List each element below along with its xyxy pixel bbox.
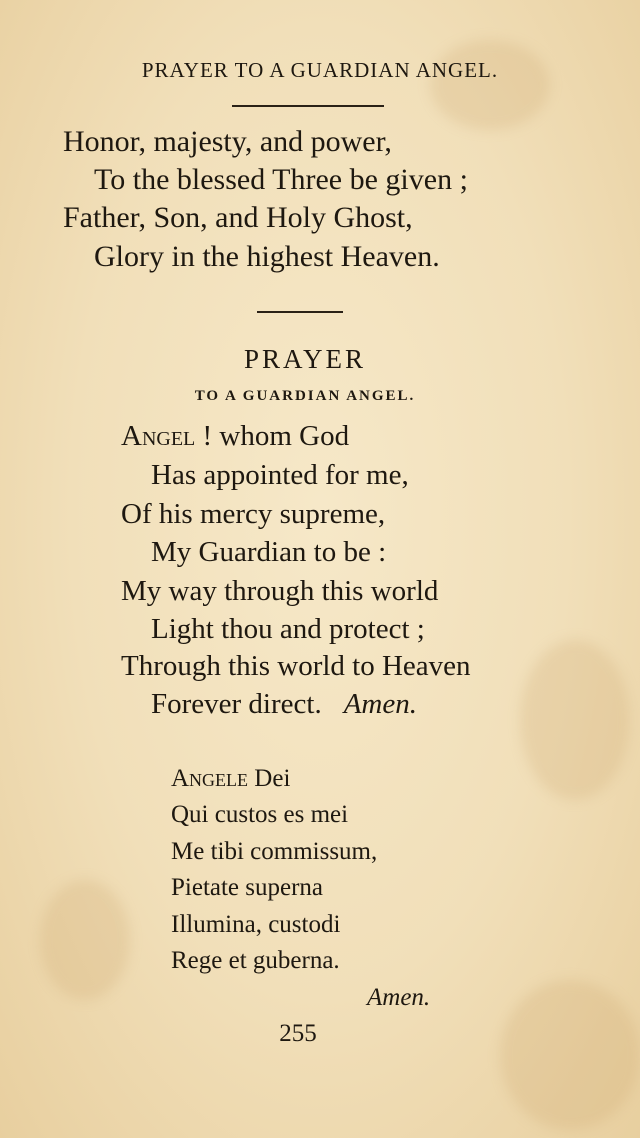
- prayer-first-word: Angel: [121, 420, 196, 452]
- prayer-line: Light thou and protect ;: [151, 613, 425, 645]
- hymn-line: Father, Son, and Holy Ghost,: [63, 201, 413, 234]
- page-number: 255: [279, 1020, 317, 1047]
- prayer-title: PRAYER: [243, 344, 367, 374]
- latin-line: Rege et guberna.: [171, 947, 340, 974]
- prayer-first-line-rest: ! whom God: [195, 420, 350, 452]
- latin-amen: Amen.: [367, 984, 431, 1011]
- paper-stain: [520, 640, 630, 800]
- hymn-line: Glory in the highest Heaven.: [94, 240, 440, 273]
- latin-first-line-rest: Dei: [248, 765, 291, 792]
- paper-stain: [40, 880, 130, 1000]
- prayer-subtitle: TO A GUARDIAN ANGEL.: [194, 388, 416, 404]
- prayer-last-line: Forever direct.: [151, 688, 322, 720]
- prayer-amen: Amen.: [343, 688, 417, 720]
- latin-line: Pietate superna: [171, 874, 324, 901]
- latin-first-word: Angele: [171, 765, 249, 792]
- paper-stain: [430, 40, 550, 130]
- prayer-line: [151, 688, 417, 721]
- prayer-line: Of his mercy supreme,: [121, 498, 386, 530]
- latin-line: Qui custos es mei: [171, 801, 349, 828]
- latin-line: [171, 765, 290, 793]
- section-rule: [257, 311, 343, 313]
- hymn-line: Honor, majesty, and power,: [63, 125, 392, 158]
- prayer-line: Has appointed for me,: [151, 459, 409, 491]
- prayer-line: Through this world to Heaven: [121, 650, 471, 682]
- prayer-line: My Guardian to be :: [151, 536, 387, 568]
- hymn-line: To the blessed Three be given ;: [94, 163, 468, 196]
- latin-line: Me tibi commissum,: [171, 838, 378, 865]
- prayer-line: My way through this world: [121, 575, 439, 607]
- header-rule: [232, 105, 384, 107]
- latin-line: Illumina, custodi: [171, 911, 341, 938]
- paper-stain: [500, 980, 640, 1130]
- prayer-line: [121, 420, 349, 453]
- running-head: PRAYER TO A GUARDIAN ANGEL.: [141, 58, 499, 82]
